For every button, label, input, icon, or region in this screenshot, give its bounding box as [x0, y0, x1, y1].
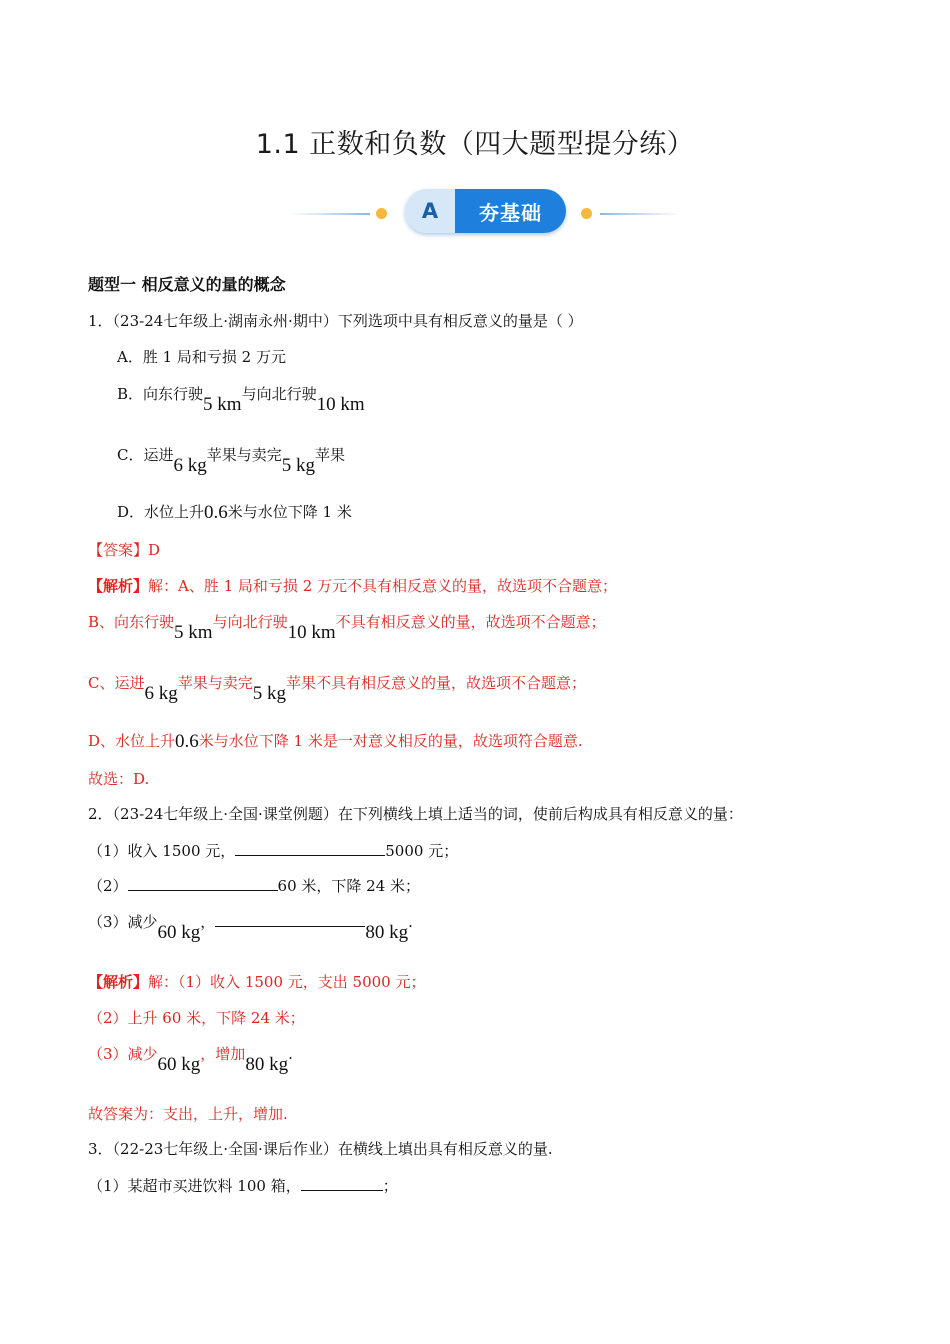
q1-option-d: [117, 503, 352, 521]
q1-analysis-c-post: 苹果不具有相反意义的量，故选项不合题意；: [286, 674, 587, 692]
q1-analysis-d-m1: 0.6: [175, 731, 199, 752]
q2-part-1-pre: （1）收入 1500 元，: [88, 842, 236, 860]
q1-analysis-b-pre: B、向东行驶: [88, 613, 175, 631]
q1-analysis-c: [88, 674, 587, 704]
q3-part-1-post: ；: [382, 1177, 398, 1195]
q1-option-d-pre: D．水位上升: [117, 503, 205, 521]
q1-option-c-pre: C．运进: [117, 446, 174, 464]
q1-analysis-c-m1: 6 kg: [144, 683, 178, 704]
q1-analysis-c-m2: 5 kg: [252, 683, 286, 704]
banner-label: 夯基础: [455, 189, 566, 233]
q1-option-d-post: 米与水位下降 1 米: [227, 503, 352, 521]
q2-part-3-comma: ，: [200, 913, 216, 931]
banner-letter: A: [405, 189, 455, 233]
q2-analysis-1-text: 解：（1）收入 1500 元，支出 5000 元；: [148, 973, 426, 991]
q1-analysis-tag: 【解析】: [88, 577, 149, 595]
q2-analysis-3: [88, 1045, 293, 1075]
page-title: 1.1 正数和负数（四大题型提分练）: [255, 129, 695, 160]
q1-analysis-c-mid: 苹果与卖完: [177, 674, 253, 692]
q3-part-1-pre: （1）某超市买进饮料 100 箱，: [88, 1177, 301, 1195]
q3-part-1-blank[interactable]: [301, 1176, 383, 1191]
q1-analysis-d-pre: D、水位上升: [88, 732, 176, 750]
q1-option-c-post: 苹果: [315, 446, 346, 464]
q1-analysis-a: [88, 577, 617, 595]
q2-analysis-1: [88, 973, 425, 991]
q1-analysis-b: [88, 613, 606, 643]
q2-part-2: [88, 876, 420, 895]
q2-part-3-m1: 60 kg: [157, 922, 201, 943]
q2-part-1: [88, 841, 458, 860]
banner-pill: [405, 189, 566, 233]
q1-answer: 【答案】D: [88, 541, 161, 559]
q1-option-a: A．胜 1 局和亏损 2 万元: [117, 348, 286, 366]
q2-analysis-3-mid: ，增加: [200, 1045, 246, 1063]
q3-part-1: [88, 1176, 398, 1195]
q1-option-b-mid: 与向北行驶: [241, 385, 317, 403]
q2-part-2-post: 60 米，下降 24 米；: [277, 877, 421, 895]
q1-option-b-m2: 10 km: [316, 394, 365, 415]
q2-analysis-tag: 【解析】: [88, 973, 149, 991]
q2-conclusion: 故答案为：支出，上升，增加.: [88, 1105, 288, 1123]
q1-option-c-m2: 5 kg: [281, 455, 315, 476]
q2-stem: 2．（23-24七年级上·全国·课堂例题）在下列横线上填上适当的词，使前后构成具有相反意义的量：: [88, 805, 743, 823]
q1-option-c: [117, 446, 346, 476]
q1-analysis-b-m2: 10 km: [287, 622, 336, 643]
q2-part-3-m2: 80 kg: [365, 922, 409, 943]
q1-option-b-pre: B．向东行驶: [117, 385, 204, 403]
section-banner: [290, 187, 680, 237]
q1-stem: 1．（23-24七年级上·湖南永州·期中）下列选项中具有相反意义的量是（ ）: [88, 312, 583, 330]
q2-part-3-pre: （3）减少: [88, 913, 158, 931]
q1-analysis-b-m1: 5 km: [174, 622, 213, 643]
q1-analysis-d: [88, 732, 583, 750]
q3-stem: 3．（22-23七年级上·全国·课后作业）在横线上填出具有相反意义的量.: [88, 1140, 553, 1158]
q2-analysis-3-dot: .: [288, 1045, 293, 1063]
q1-analysis-d-post: 米与水位下降 1 米是一对意义相反的量，故选项符合题意.: [198, 732, 583, 750]
banner-line-left: [290, 213, 370, 215]
q1-analysis-a-text: 解：A、胜 1 局和亏损 2 万元不具有相反意义的量，故选项不合题意；: [148, 577, 618, 595]
banner-dot-left: [376, 208, 387, 219]
q2-part-1-post: 5000 元；: [385, 842, 459, 860]
q1-option-d-m1: 0.6: [204, 502, 228, 523]
q1-conclusion: 故选：D.: [88, 770, 150, 788]
banner-line-right: [600, 213, 680, 215]
q1-option-c-m1: 6 kg: [173, 455, 207, 476]
q2-part-2-pre: （2）: [88, 877, 128, 895]
q1-option-b: [117, 385, 365, 415]
banner-dot-right: [581, 208, 592, 219]
q2-part-2-blank[interactable]: [128, 876, 278, 891]
q2-analysis-3-m2: 80 kg: [245, 1054, 289, 1075]
q2-analysis-3-pre: （3）减少: [88, 1045, 158, 1063]
section-heading: 题型一 相反意义的量的概念: [88, 275, 286, 294]
q1-option-b-m1: 5 km: [203, 394, 242, 415]
q1-option-c-mid: 苹果与卖完: [206, 446, 282, 464]
q2-analysis-2: （2）上升 60 米，下降 24 米；: [88, 1009, 305, 1027]
q1-analysis-c-pre: C、运进: [88, 674, 145, 692]
q2-analysis-3-m1: 60 kg: [157, 1054, 201, 1075]
q2-part-1-blank[interactable]: [235, 841, 385, 856]
q1-analysis-b-post: 不具有相反意义的量，故选项不合题意；: [335, 613, 606, 631]
q1-analysis-b-mid: 与向北行驶: [212, 613, 288, 631]
q2-part-3: [88, 913, 413, 943]
q2-part-3-dot: .: [408, 913, 413, 931]
q2-part-3-blank[interactable]: [215, 922, 365, 927]
